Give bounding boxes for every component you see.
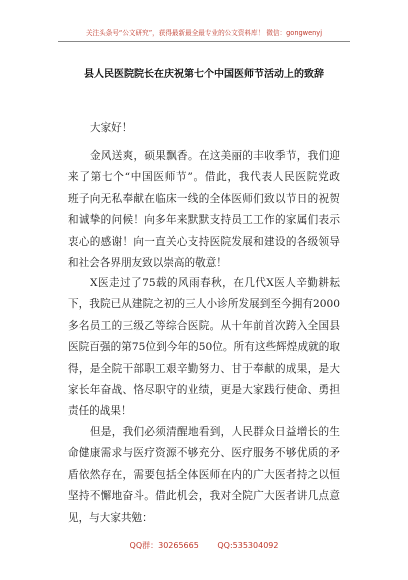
- paragraph-line: 医院百强的第75位到今年的50位。所有这些辉煌成就的取: [68, 341, 340, 354]
- greeting: 大家好！: [90, 122, 133, 134]
- footer-contacts: [0, 540, 408, 551]
- paragraph-line: 得，是全院干部职工艰辛勤努力、甘于奉献的成果，是大: [68, 362, 340, 375]
- paragraph-line: 家长年奋战、恪尽职守的业绩，更是大家践行使命、勇担: [68, 383, 340, 396]
- paragraph-line: 责任的战果！: [68, 405, 132, 418]
- paragraph-line: 但是，我们必须清醒地看到，人民群众日益增长的生: [90, 426, 340, 438]
- document-title: 县人民医院院长在庆祝第七个中国医师节活动上的致辞: [84, 69, 324, 80]
- paragraph-line: 来了第七个“中国医师节”。借此，我代表人民医院党政: [68, 171, 340, 184]
- paragraph-line: 衷心的感谢！向一直关心支持医院发展和建设的各级领导: [68, 235, 340, 248]
- paragraph-1: [68, 146, 340, 274]
- paragraph-line: 多名员工的三级乙等综合医院。从十年前首次跨入全国县: [68, 319, 340, 332]
- header-divider: [58, 41, 350, 42]
- paragraph-line: 坚持不懈地奋斗。借此机会，我对全院广大医者讲几点意: [68, 490, 340, 503]
- footer-qq-number: QQ:535304092: [217, 541, 279, 550]
- paragraph-line: 金风送爽，硕果飘香。在这美丽的丰收季节，我们迎: [90, 150, 340, 162]
- paragraph-3: [68, 422, 340, 529]
- paragraph-line: 下，我院已从建院之初的三人小诊所发展到至今拥有2000: [68, 298, 340, 311]
- paragraph-line: 班子向无私奉献在临床一线的全体医师们致以节日的祝贺: [68, 192, 340, 205]
- footer-qq-group: QQ群：30265665: [129, 541, 199, 550]
- paragraph-line: 和社会各界朋友致以崇高的敬意！: [68, 256, 227, 269]
- paragraph-line: X医走过了75载的风雨春秋，在几代X医人辛勤耕耘: [90, 277, 340, 289]
- paragraph-2: [68, 273, 340, 423]
- paragraph-line: 见，与大家共勉：: [68, 511, 153, 524]
- paragraph-line: 和诚挚的问候！向多年来默默支持员工工作的家属们表示: [68, 214, 340, 227]
- paragraph-line: 命健康需求与医疗资源不够充分、医疗服务不够优质的矛: [68, 447, 340, 460]
- paragraph-line: 盾依然存在，需要包括全体医师在内的广大医者持之以恒: [68, 468, 340, 481]
- header-promo-note: 关注头条号“公文研究”，获得最新最全最专业的公文资料库！ 微信：gongwenyj: [85, 29, 323, 37]
